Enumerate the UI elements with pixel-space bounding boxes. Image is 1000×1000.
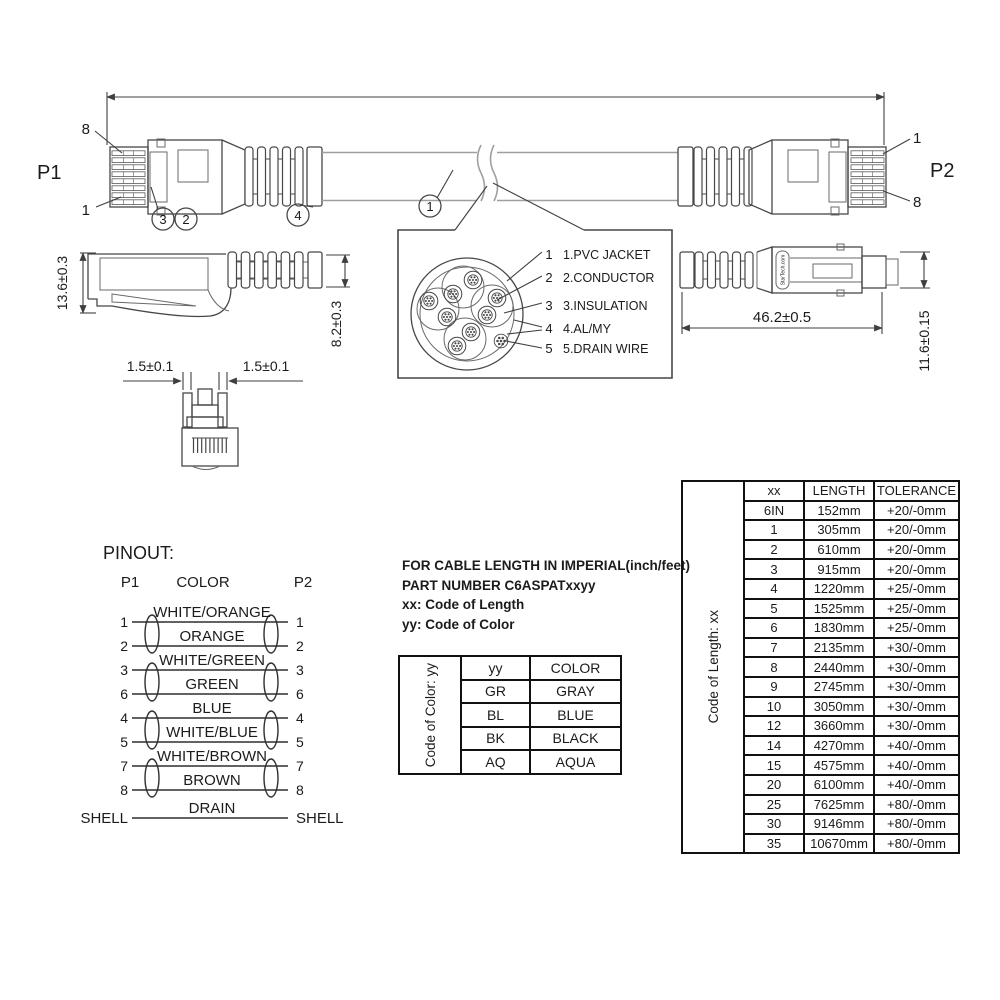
length-row: 7 2135mm +30/-0mm — [682, 638, 959, 658]
svg-text:ORANGE: ORANGE — [179, 628, 245, 645]
xs-label-insulation: 3.INSULATION — [563, 299, 648, 313]
svg-text:8: 8 — [120, 782, 128, 798]
svg-text:1: 1 — [120, 614, 128, 630]
cable-assembly-drawing — [37, 92, 954, 230]
xs-num-2: 2 — [545, 270, 553, 285]
length-row: 10 3050mm +30/-0mm — [682, 697, 959, 717]
svg-text:1: 1 — [426, 199, 434, 214]
p2-connector-drawing — [678, 139, 886, 215]
length-code-table: Code of Length: xx xx LENGTH TOLERANCE 6IN 152mm +20/-0mm 1 305mm +20/-0mm 2 610mm +20/-0mm 3 915mm +20/-0mm 4 1220mm +25/-0mm 5 1525mm +25/-0mm 6 1830mm +25/-0mm 7 2135mm +30/-0mm 8 2440mm +30/-0mm 9 2745mm +30/-0mm 10 3050mm +30/-0mm 12 3660mm +30/-0mm 14 4270mm +40/-0mm 15 4575mm +40/-0mm 20 6100mm +40/-0mm 25 7625mm +80/-0mm 30 9146mm +80/-0mm 35 10670mm +80/-0mm — [681, 480, 960, 854]
color-row-blue: BL BLUE — [399, 703, 621, 727]
callout-3 — [151, 187, 174, 230]
length-row: 2 610mm +20/-0mm — [682, 540, 959, 560]
brand-text: StarTech.com — [780, 254, 787, 286]
info-line-2: PART NUMBER C6ASPATxxyy — [402, 577, 596, 593]
pinout-header-color: COLOR — [176, 574, 230, 591]
info-line-1: FOR CABLE LENGTH IN IMPERIAL(inch/feet) — [402, 558, 690, 573]
dim-tab-right: 1.5±0.1 — [242, 358, 290, 374]
info-line-4: yy: Code of Color — [402, 616, 515, 632]
p2-label: P2 — [930, 160, 955, 182]
boot-band-topview — [680, 252, 694, 288]
dim-plug-width: 11.6±0.15 — [916, 310, 932, 372]
dim-boot-diameter: 8.2±0.3 — [328, 300, 344, 348]
svg-text:BROWN: BROWN — [183, 772, 241, 789]
pinout-diagram — [80, 543, 343, 827]
svg-text:DRAIN: DRAIN — [188, 800, 236, 817]
length-row: 4 1220mm +25/-0mm — [682, 579, 959, 599]
callout-1 — [419, 170, 453, 217]
pinout-pair-2 — [120, 652, 304, 702]
boot-band-side — [308, 252, 322, 288]
svg-text:2: 2 — [296, 638, 304, 654]
xs-label-almy: 4.AL/MY — [563, 322, 611, 336]
svg-text:WHITE/ORANGE: WHITE/ORANGE — [153, 604, 271, 621]
svg-text:1: 1 — [296, 614, 304, 630]
length-row: 35 10670mm +80/-0mm — [682, 834, 959, 854]
length-row: 8 2440mm +30/-0mm — [682, 657, 959, 677]
callout-4 — [287, 204, 313, 226]
pinout-pair-3 — [120, 700, 304, 750]
color-table-side-label: Code of Color: yy — [422, 662, 438, 767]
cable-drawing — [322, 145, 678, 201]
svg-text:GREEN: GREEN — [185, 676, 239, 693]
xs-num-4: 4 — [545, 321, 553, 336]
connector-top-view — [680, 244, 932, 372]
svg-text:SHELL: SHELL — [80, 810, 128, 827]
svg-text:3: 3 — [296, 662, 304, 678]
svg-text:6: 6 — [296, 686, 304, 702]
xs-num-1: 1 — [545, 247, 553, 262]
svg-text:3: 3 — [120, 662, 128, 678]
svg-text:WHITE/BROWN: WHITE/BROWN — [157, 748, 267, 765]
svg-text:2: 2 — [182, 212, 190, 227]
length-table-side-label: Code of Length: xx — [705, 610, 721, 724]
pinout-pair-1 — [120, 604, 304, 654]
color-row-gray: GR GRAY — [399, 680, 621, 704]
xs-num-3: 3 — [545, 298, 553, 313]
xs-label-conductor: 2.CONDUCTOR — [563, 271, 655, 285]
xs-label-drain-wire: 5.DRAIN WIRE — [563, 342, 649, 356]
pinout-header-p2: P2 — [293, 574, 313, 591]
svg-text:8: 8 — [296, 782, 304, 798]
p1-label: P1 — [37, 162, 62, 184]
svg-text:5: 5 — [296, 734, 304, 750]
svg-text:4: 4 — [296, 710, 304, 726]
length-row: 14 4270mm +40/-0mm — [682, 736, 959, 756]
svg-text:4: 4 — [120, 710, 128, 726]
color-row-aqua: AQ AQUA — [399, 750, 621, 774]
svg-text:6: 6 — [120, 686, 128, 702]
dim-tab-left: 1.5±0.1 — [126, 358, 174, 374]
part-number-info — [402, 556, 690, 634]
svg-text:WHITE/BLUE: WHITE/BLUE — [166, 724, 258, 741]
pinout-pair-4 — [120, 748, 304, 798]
length-row: 3 915mm +20/-0mm — [682, 559, 959, 579]
length-row: 6IN 152mm +20/-0mm — [682, 501, 959, 521]
p2-pin8-label: 8 — [913, 194, 922, 211]
svg-text:7: 7 — [296, 758, 304, 774]
p1-connector-drawing — [110, 139, 322, 215]
color-table-header-color: COLOR — [530, 656, 621, 680]
length-row: 15 4575mm +40/-0mm — [682, 755, 959, 775]
length-row: 1 305mm +20/-0mm — [682, 520, 959, 540]
svg-text:7: 7 — [120, 758, 128, 774]
svg-text:3: 3 — [159, 212, 167, 227]
color-code-table — [398, 655, 622, 775]
info-line-3: xx: Code of Length — [402, 597, 525, 612]
length-row: 9 2745mm +30/-0mm — [682, 677, 959, 697]
length-row: 20 6100mm +40/-0mm — [682, 775, 959, 795]
svg-text:4: 4 — [294, 208, 302, 223]
length-row: 25 7625mm +80/-0mm — [682, 795, 959, 815]
callout-2 — [175, 208, 197, 230]
svg-text:WHITE/GREEN: WHITE/GREEN — [159, 652, 265, 669]
pinout-title: PINOUT: — [103, 543, 175, 563]
svg-text:2: 2 — [120, 638, 128, 654]
dim-plug-length: 46.2±0.5 — [752, 309, 812, 326]
svg-text:SHELL: SHELL — [296, 810, 344, 827]
connector-side-view — [54, 252, 350, 347]
color-row-black: BK BLACK — [399, 727, 621, 751]
length-row: 12 3660mm +30/-0mm — [682, 716, 959, 736]
svg-text:BLUE: BLUE — [192, 700, 232, 717]
pinout-shell-row — [80, 800, 343, 827]
xs-label-pvc-jacket: 1.PVC JACKET — [563, 248, 651, 262]
length-row: 5 1525mm +25/-0mm — [682, 599, 959, 619]
boot-band-left — [307, 147, 322, 206]
length-row: 6 1830mm +25/-0mm — [682, 618, 959, 638]
p2-pin1-label: 1 — [913, 130, 922, 147]
color-table-header-yy: yy — [461, 656, 530, 680]
pinout-header-p1: P1 — [120, 574, 140, 591]
svg-text:5: 5 — [120, 734, 128, 750]
xs-num-5: 5 — [545, 341, 553, 356]
length-row: 30 9146mm +80/-0mm — [682, 814, 959, 834]
connector-front-view — [123, 358, 303, 470]
p1-pin1-label: 1 — [81, 202, 90, 219]
boot-band-right — [678, 147, 693, 206]
p1-pin8-label: 8 — [81, 121, 90, 138]
dim-connector-height: 13.6±0.3 — [54, 255, 70, 311]
